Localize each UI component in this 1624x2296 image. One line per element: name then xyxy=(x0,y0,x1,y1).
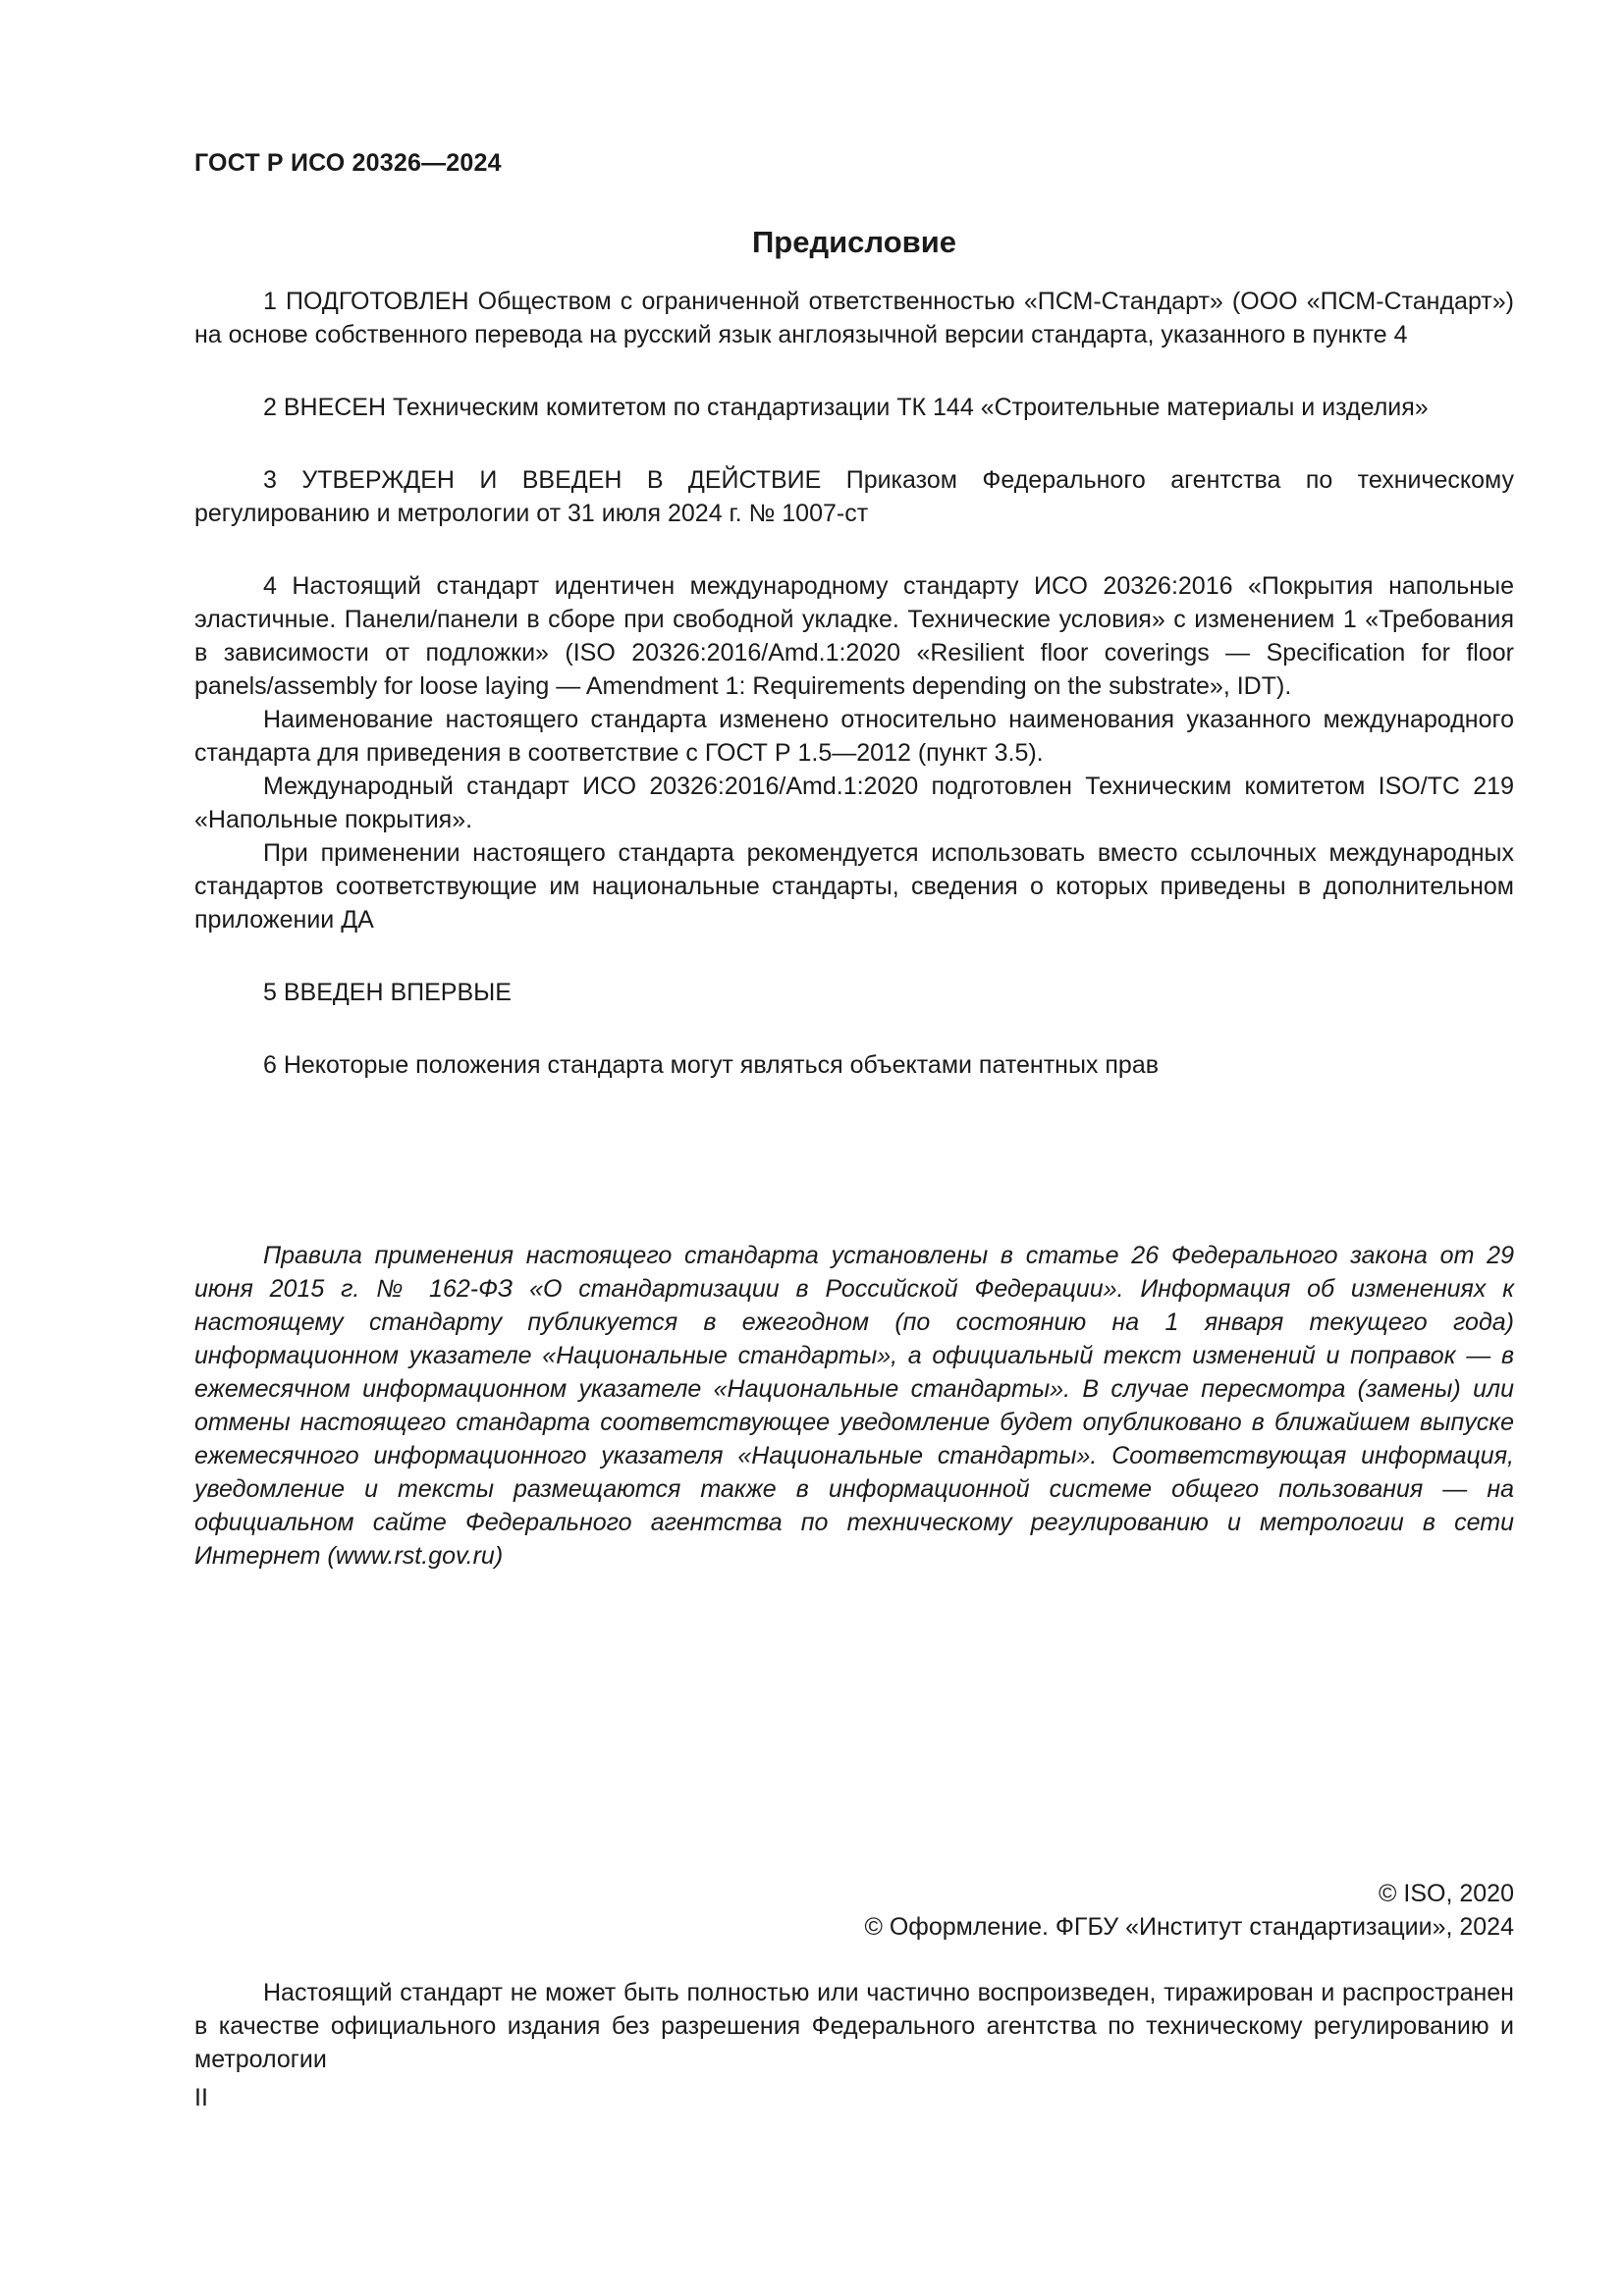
copyright-block xyxy=(864,1877,1514,1944)
foreword-item-3: 3 УТВЕРЖДЕН И ВВЕДЕН В ДЕЙСТВИЕ Приказом Федерального агентства по техническому регулированию и метрологии от 31 июля 2024 г. № 1007-ст xyxy=(194,466,1514,527)
reproduction-notice: Настоящий стандарт не может быть полностью или частично воспроизведен, тиражирован и распространен в качестве официального издания без разрешения Федерального агентства по техническому регулированию и метрологии xyxy=(194,1979,1514,2073)
foreword-item-4-name-change: Наименование настоящего стандарта изменено относительно наименования указанного международного стандарта для приведения в соответствие с ГОСТ Р 1.5—2012 (пункт 3.5). xyxy=(194,706,1514,767)
foreword-item-4: 4 Настоящий стандарт идентичен международному стандарту ИСО 20326:2016 «Покрытия напольные эластичные. Панели/панели в сборе при свободной укладке. Технические условия» с изменением 1 «Требования в зависимости от подложки» (ISO 20326:2016/Amd.1:2020 «Resilient floor coverings — Specification for floor panels/assembly for loose laying — Amendment 1: Requirements depending on the substrate», IDT). xyxy=(194,572,1514,700)
page-number: II xyxy=(194,2084,208,2111)
section-title-foreword: Предисловие xyxy=(751,225,956,259)
application-rules-notice: Правила применения настоящего стандарта установлены в статье 26 Федерального закона от 29 июня 2015 г. № 162-ФЗ «О стандартизации в Российской Федерации». Информация об изменениях к настоящему стандарту публикуется в ежегодном (по состоянию на 1 января текущего года) информационном указателе «Национальные стандарты», а официальный текст изменений и поправок — в ежемесячном информационном указателе «Национальные стандарты». В случае пересмотра (замены) или отмены настоящего стандарта соответствующее уведомление будет опубликовано в ближайшем выпуске ежемесячного информационного указателя «Национальные стандарты». Соответствующая информация, уведомление и тексты размещаются также в информационной системе общего пользования — на официальном сайте Федерального агентства по техническому регулированию и метрологии в сети Интернет (www.rst.gov.ru) xyxy=(194,1242,1514,1570)
foreword-item-5: 5 ВВЕДЕН ВПЕРВЫЕ xyxy=(263,979,512,1006)
foreword-item-6: 6 Некоторые положения стандарта могут являться объектами патентных прав xyxy=(263,1051,1159,1079)
foreword-item-4-references: При применении настоящего стандарта рекомендуется использовать вместо ссылочных международных стандартов соответствующие им национальные стандарты, сведения о которых приведены в дополнительном приложении ДА xyxy=(194,839,1514,934)
copyright-design: © Оформление. ФГБУ «Институт стандартизации», 2024 xyxy=(864,1913,1514,1941)
foreword-body xyxy=(194,285,1514,1082)
foreword-item-4-iso-tc: Международный стандарт ИСО 20326:2016/Amd.1:2020 подготовлен Техническим комитетом ISO/TC 219 «Напольные покрытия». xyxy=(194,773,1514,833)
foreword-item-2: 2 ВНЕСЕН Техническим комитетом по стандартизации ТК 144 «Строительные материалы и изделия» xyxy=(263,394,1429,421)
document-code-header: ГОСТ Р ИСО 20326—2024 xyxy=(194,149,502,177)
foreword-item-1: 1 ПОДГОТОВЛЕН Обществом с ограниченной ответственностью «ПСМ-Стандарт» (ООО «ПСМ-Стандарт») на основе собственного перевода на русский язык англоязычной версии стандарта, указанного в пункте 4 xyxy=(194,288,1514,348)
copyright-iso: © ISO, 2020 xyxy=(1379,1880,1514,1907)
